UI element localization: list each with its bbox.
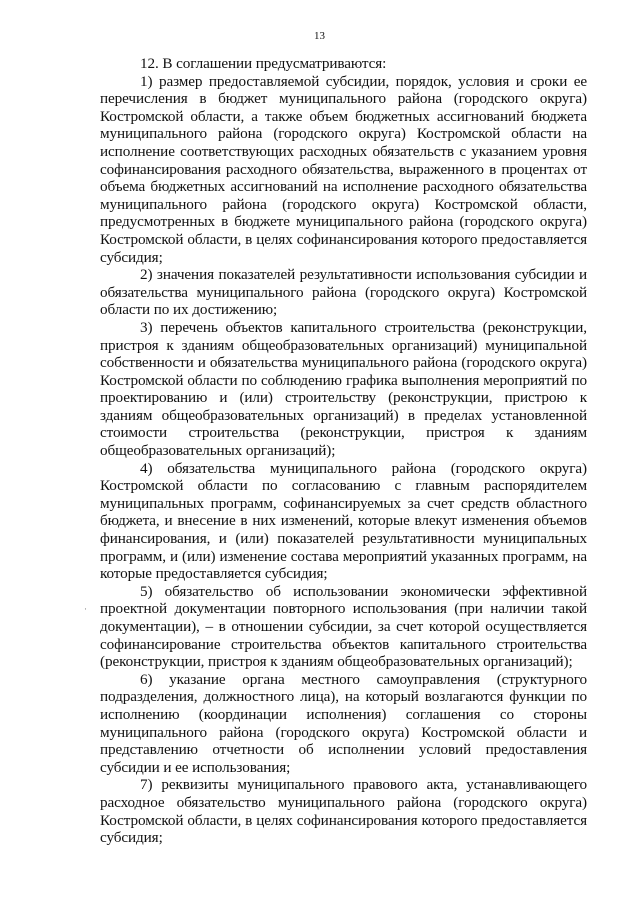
list-item-6: 6) указание органа местного самоуправления (структурного подразделения, должностного лица), на который возлагаются функции по исполнению (координации исполнения) соглашения со стороны муниципального района (городского округа) Костромской области и представлению отчетности об исполнении условий предоставления субсидии и ее использования; xyxy=(100,670,587,776)
margin-mark: · xyxy=(84,604,87,614)
list-item-2: 2) значения показателей результативности использования субсидии и обязательства муниципального района (городского округа) Костромской области по их достижению; xyxy=(100,266,587,319)
list-item-3: 3) перечень объектов капитального строительства (реконструкции, пристроя к зданиям общеобразовательных организаций) муниципальной собственности и обязательства муниципального района (городского округа) Костромской области по соблюдению графика выполнения мероприятий по проектированию и (или) строительству (реконструкции, пристрою к зданиям общеобразовательных организаций) в пределах установленной стоимости строительства (реконструкции, пристроя к зданиям общеобразовательных организаций); xyxy=(100,318,587,460)
document-body xyxy=(100,55,587,847)
page-number: 13 xyxy=(314,30,325,42)
list-item-7: 7) реквизиты муниципального правового акта, устанавливающего расходное обязательство муниципального района (городского округа) Костромской области, в целях софинансирования которого предоставляется субсидия; xyxy=(100,776,587,847)
list-item-1: 1) размер предоставляемой субсидии, порядок, условия и сроки ее перечисления в бюджет муниципального района (городского округа) Костромской области, а также объем бюджетных ассигнований бюджета муниципального района (городского округа) Костромской области на исполнение соответствующих расходных обязательств с указанием уровня софинансирования расходного обязательства, выраженного в процентах от объема бюджетных ассигнований на исполнение расходного обязательства муниципального района (городского округа) Костромской области, предусмотренных в бюджете муниципального района (городского округа) Костромской области, в целях софинансирования которого предоставляется субсидия; xyxy=(100,72,587,266)
list-item-5: 5) обязательство об использовании экономически эффективной проектной документации повторного использования (при наличии такой документации), – в отношении субсидии, за счет которой осуществляется софинансирование строительства объектов капитального строительства (реконструкции, пристроя к зданиям общеобразовательных организаций); xyxy=(100,582,587,671)
list-item-4: 4) обязательства муниципального района (городского округа) Костромской области по согласованию с главным распорядителем муниципальных программ, софинансируемых за счет средств областного бюджета, и внесение в них изменений, которые влекут изменения объемов финансирования, и (или) показателей результативности муниципальных программ, и (или) изменение состава мероприятий указанных программ, на которые предоставляется субсидия; xyxy=(100,459,587,583)
section-heading: 12. В соглашении предусматриваются: xyxy=(140,55,387,72)
